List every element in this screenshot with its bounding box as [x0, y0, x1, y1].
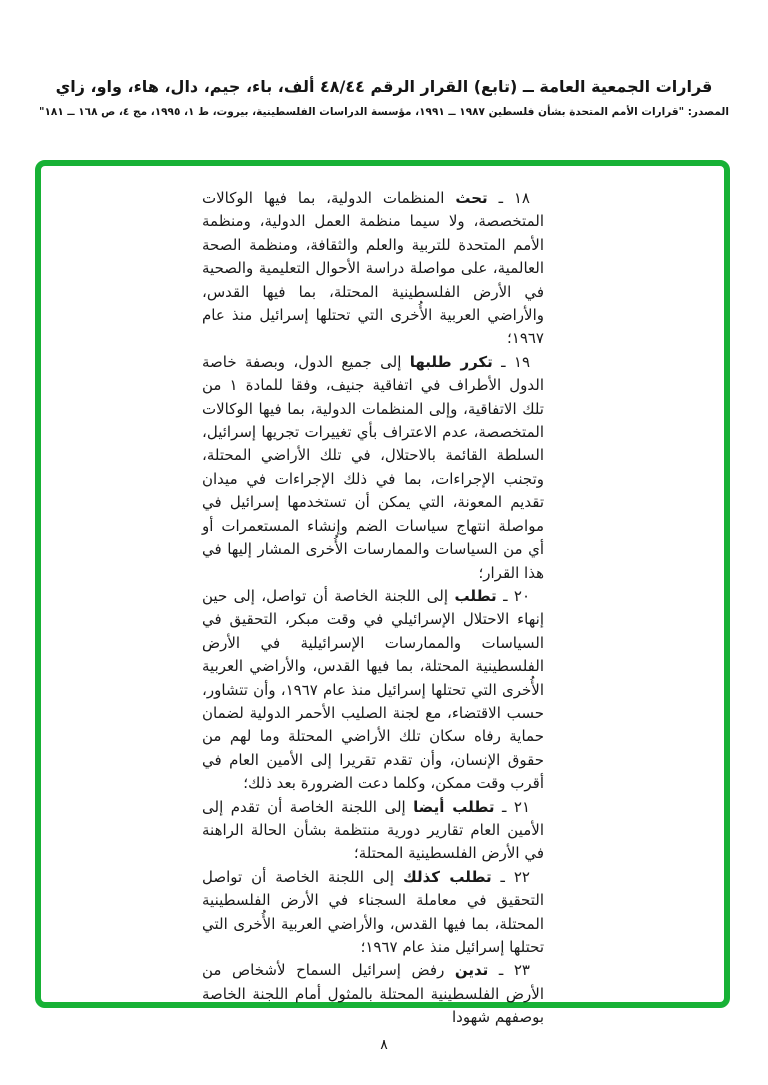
paragraph-number: ١٨ [513, 189, 530, 207]
paragraph-body: إلى جميع الدول، وبصفة خاصة الدول الأطراف في اتفاقية جنيف، وفقا للمادة ١ من تلك الاتفاقية، وإلى المنظمات الدولية، بما فيها الوكالات المتخصصة، عدم الاعتراف بأي تغييرات تجريها إسرائيل، السلطة القائمة بالاحتلال، في تلك الأراضي المحتلة، وتجنب الإجراءات، بما في ذلك الإجراءات في ميدان تقديم المعونة، التي يمكن أن تستخدمها إسرائيل في مواصلة انتهاج سياسات الضم وإنشاء المستعمرات أو أي من السياسات والممارسات الأُخرى المشار إليها في هذا القرار؛ [202, 352, 544, 582]
paragraph-lead-word: تطلب [454, 586, 497, 605]
paragraph-separator: ـ [488, 961, 514, 980]
paragraph-lead-word: تطلب كذلك [402, 867, 492, 886]
resolution-paragraph [202, 796, 544, 866]
paragraph-body: رفض إسرائيل السماح لأشخاص من الأرض الفلسطينية المحتلة بالمثول أمام اللجنة الخاصة بوصفهم شهودا [202, 961, 544, 1027]
resolution-paragraph [202, 585, 544, 796]
resolution-paragraph [202, 351, 544, 585]
paragraph-number: ٢٣ [513, 961, 530, 980]
page-number: ٨ [380, 1037, 388, 1053]
paragraph-body: إلى اللجنة الخاصة أن تقدم إلى الأمين العام تقارير دورية منتظمة بشأن الحالة الراهنة في الأرض الفلسطينية المحتلة؛ [202, 797, 544, 863]
paragraph-lead-word: تدين [454, 961, 489, 980]
paragraph-separator: ـ [496, 586, 514, 605]
source-citation: المصدر: "قرارات الأمم المتحدة بشأن فلسطين ١٩٨٧ ــ ١٩٩١، مؤسسة الدراسات الفلسطينية، بيروت، ط ١، ١٩٩٥، مج ٤، ص ١٦٨ ــ ١٨١" [39, 106, 729, 118]
paragraph-lead-word: تكرر طلبها [409, 352, 493, 371]
paragraph-separator: ـ [492, 352, 514, 371]
paragraph-number: ١٩ [513, 352, 531, 371]
paragraph-number: ٢٠ [513, 586, 531, 605]
resolution-paragraph [202, 959, 544, 1029]
paragraph-lead-word: تطلب أيضا [413, 797, 495, 816]
paragraph-body: إلى اللجنة الخاصة أن تواصل التحقيق في معاملة السجناء في الأرض الفلسطينية المحتلة، بما فيها القدس، والأراضي العربية الأُخرى التي تحتلها إسرائيل منذ عام ١٩٦٧؛ [202, 867, 544, 956]
paragraph-separator: ـ [494, 797, 514, 816]
paragraph-body: المنظمات الدولية، بما فيها الوكالات المتخصصة، ولا سيما منظمة العمل الدولية، ومنظمة الأمم المتحدة للتربية والعلم والثقافة، ومنظمة الصحة العالمية، على مواصلة دراسة الأحوال التعليمية والصحية في الأرض الفلسطينية المحتلة، بما فيها القدس، والأراضي العربية الأُخرى التي تحتلها إسرائيل منذ عام ١٩٦٧؛ [202, 189, 544, 348]
paragraph-separator: ـ [491, 867, 514, 886]
paragraph-separator: ـ [487, 189, 514, 207]
paragraph-body: إلى اللجنة الخاصة أن تواصل، إلى حين إنهاء الاحتلال الإسرائيلي في وقت مبكر، التحقيق في السياسات والممارسات الإسرائيلية في الأرض الفلسطينية المحتلة، بما فيها القدس، والأراضي العربية الأُخرى التي تحتلها إسرائيل منذ عام ١٩٦٧، وأن تتشاور، حسب الاقتضاء، مع لجنة الصليب الأحمر الدولية لضمان حماية رفاه سكان تلك الأراضي المحتلة وما لهم من حقوق الإنسان، وأن تقدم تقريرا إلى الأمين العام في أقرب وقت ممكن، وكلما دعت الضرورة بعد ذلك؛ [202, 586, 544, 793]
resolution-text-column [202, 187, 544, 1030]
paragraph-number: ٢٢ [513, 867, 530, 886]
page-title: قرارات الجمعية العامة ــ (تابع) القرار الرقم ٤٨/٤٤ ألف، باء، جيم، دال، هاء، واو، زاي [55, 77, 713, 96]
page-header [0, 76, 768, 119]
resolution-paragraph [202, 187, 544, 351]
content-frame [35, 160, 730, 1027]
paragraph-lead-word: تحث [455, 189, 488, 207]
resolution-paragraph [202, 866, 544, 960]
paragraph-number: ٢١ [513, 797, 531, 816]
